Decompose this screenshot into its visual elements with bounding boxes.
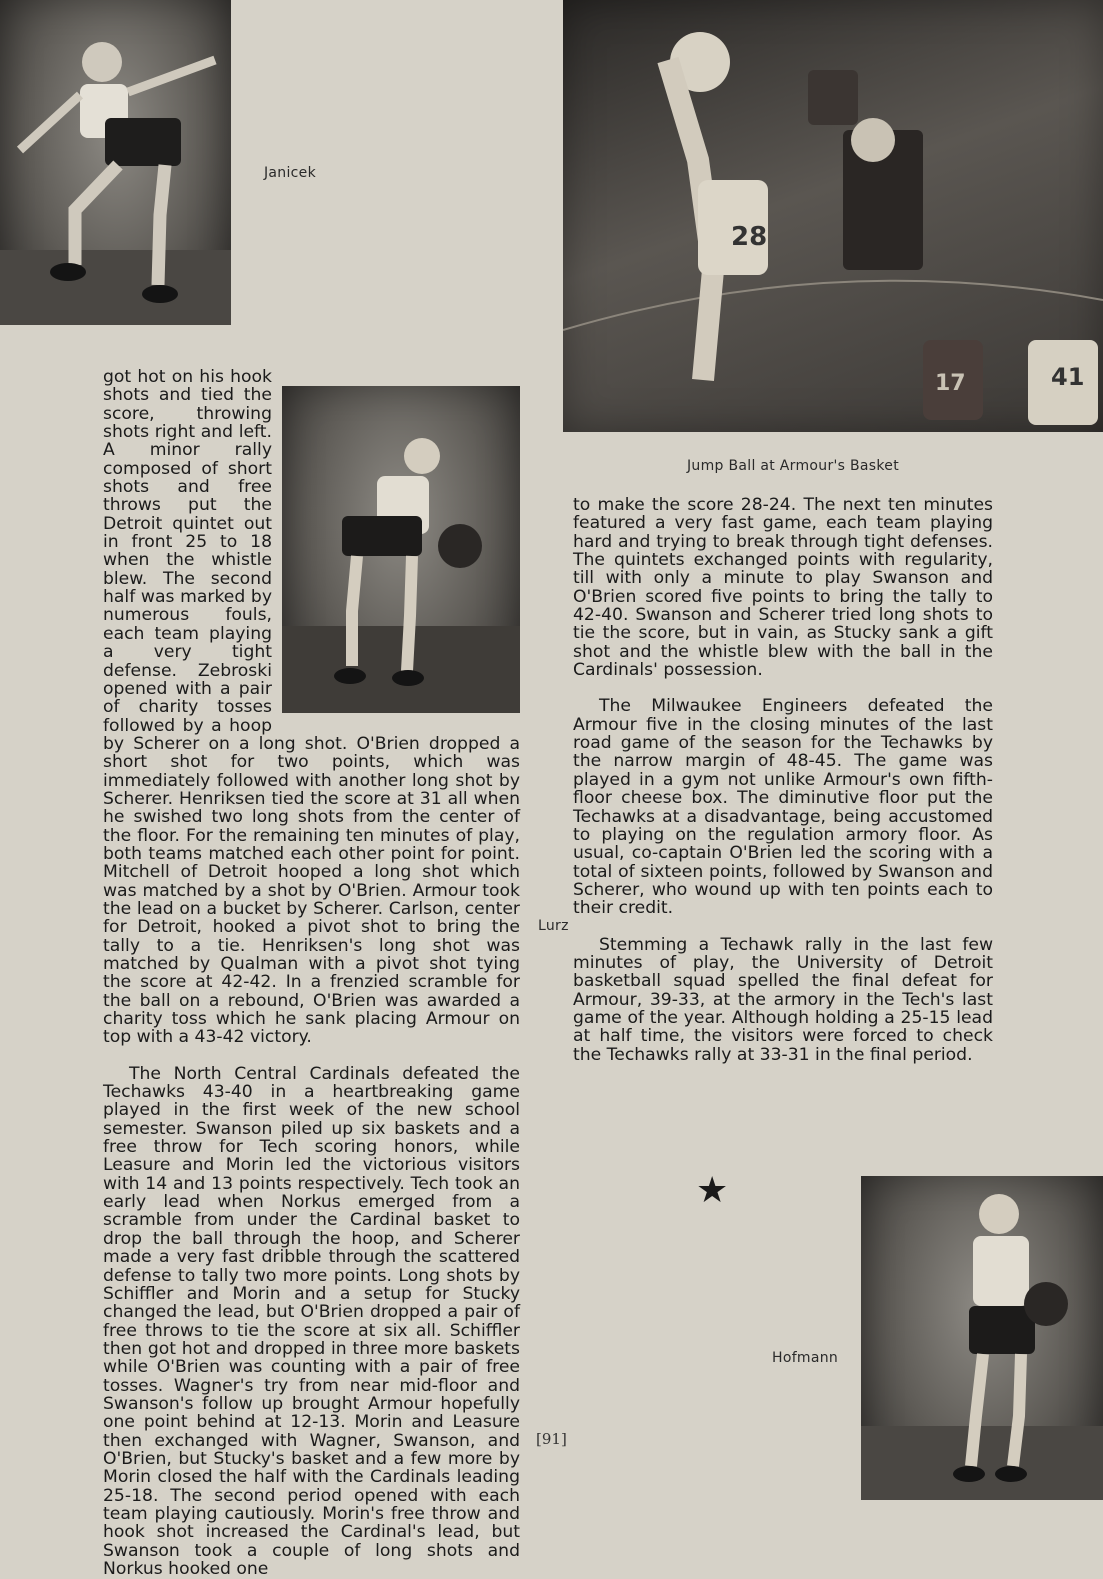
left-paragraph-1-text: got hot on his hook shots and tied the score, throwing shots right and left. A minor rally composed of short shots and free throws put the Detroit quintet out in front 25 to 18 when the whistle blew. The second half was marked by numerous fouls, each team playing a very tight defense. Zebroski opened with a pair of charity tosses followed by a hoop by Scherer on a long shot. O'Brien dropped a short shot for two points, which was immediately followed with another long shot by Scherer. Henriksen tied the score at 31 all when he swished two long shots from the center of the floor. For the remaining ten minutes of play, both teams matched each other point for point. Mitchell of Detroit hooped a long shot which was matched by a shot by O'Brien. Armour took the lead on a bucket by Scherer. Carlson, center for Detroit, hooked a pivot shot to bring the tally to a tie. Henriksen's long shot was matched by Qualman with a pivot shot tying the score at 42-42. In a frenzied scramble for the ball on a rebound, O'Brien was awarded a charity toss which he sank placing Armour on top with a 43-42 victory.	[103, 367, 520, 1048]
lurz-caption: Lurz	[538, 918, 569, 934]
svg-text:41: 41	[1051, 363, 1085, 391]
janicek-caption: Janicek	[264, 165, 316, 181]
right-column	[573, 496, 993, 1064]
svg-text:17: 17	[935, 371, 966, 396]
player-portrait-icon	[282, 386, 520, 713]
star-icon: ★	[696, 1170, 729, 1211]
player-portrait-icon	[0, 0, 231, 325]
lurz-photo	[282, 386, 520, 713]
right-paragraph-2: The Milwaukee Engineers defeated the Armour five in the closing minutes of the last road game of the season for the Techawks by the narrow margin of 48-45. The game was played in a gym not unlike Armour's own fifth-floor cheese box. The diminutive floor put the Techawks at a disadvantage, being accustomed to playing on the regulation armory floor. As usual, co-captain O'Brien led the scoring with a total of sixteen points, followed by Swanson and Scherer, who wound up with ten points each to their credit.	[573, 696, 993, 919]
hofmann-caption: Hofmann	[772, 1350, 839, 1366]
right-paragraph-1: to make the score 28-24. The next ten minutes featured a very fast game, each team playing hard and trying to break through tight defenses. The quintets exchanged points with regularity, till with only a minute to play Swanson and O'Brien scored five points to bring the tally to 42-40. Swanson and Scherer tried long shots to tie the score, but in vain, as Stucky sank a gift shot and the whistle blew with the ball in the Cardinals' possession.	[573, 495, 993, 681]
player-portrait-icon	[861, 1176, 1103, 1500]
hofmann-photo	[861, 1176, 1103, 1500]
right-paragraph-3: Stemming a Techawk rally in the last few minutes of play, the University of Detroit basketball squad spelled the final defeat for Armour, 39-33, at the armory in the Tech's last game of the year. Although holding a 25-15 lead at half time, the visitors were forced to check the Techawks rally at 33-31 in the final period.	[573, 934, 993, 1065]
left-paragraph-1	[103, 368, 520, 1047]
game-action-icon	[563, 0, 1103, 432]
page-number: [91]	[536, 1430, 567, 1448]
svg-text:28: 28	[731, 222, 768, 252]
left-paragraph-2: The North Central Cardinals defeated the Techawks 43-40 in a heartbreaking game played in the first week of the new school semester. Swanson piled up six baskets and a free throw for Tech scoring honors, while Leasure and Morin led the victorious visitors with 14 and 13 points respectively. Tech took an early lead when Norkus emerged from a scramble from under the Cardinal basket to drop the ball through the hoop, and Scherer made a very fast dribble through the scattered defense to tally two more points. Long shots by Schiffler and Morin and a setup for Stucky changed the lead, but O'Brien dropped a pair of free throws to tie the score at six all. Schiffler then got hot and dropped in three more baskets while O'Brien was counting with a pair of free tosses. Wagner's try from near mid-floor and Swanson's follow up brought Armour hopefully one point behind at 12-13. Morin and Leasure then exchanged with Wagner, Swanson, and O'Brien, but Stucky's basket and a few more by Morin closed the half with the Cardinals leading 25-18. The second period opened with each team playing cautiously. Morin's free throw and hook shot increased the Cardinal's lead, but Swanson took a couple of long shots and Norkus hooked one	[103, 1063, 520, 1579]
jump-ball-photo	[563, 0, 1103, 432]
janicek-photo	[0, 0, 231, 325]
jump-ball-caption: Jump Ball at Armour's Basket	[687, 458, 900, 474]
left-column	[103, 368, 520, 1578]
